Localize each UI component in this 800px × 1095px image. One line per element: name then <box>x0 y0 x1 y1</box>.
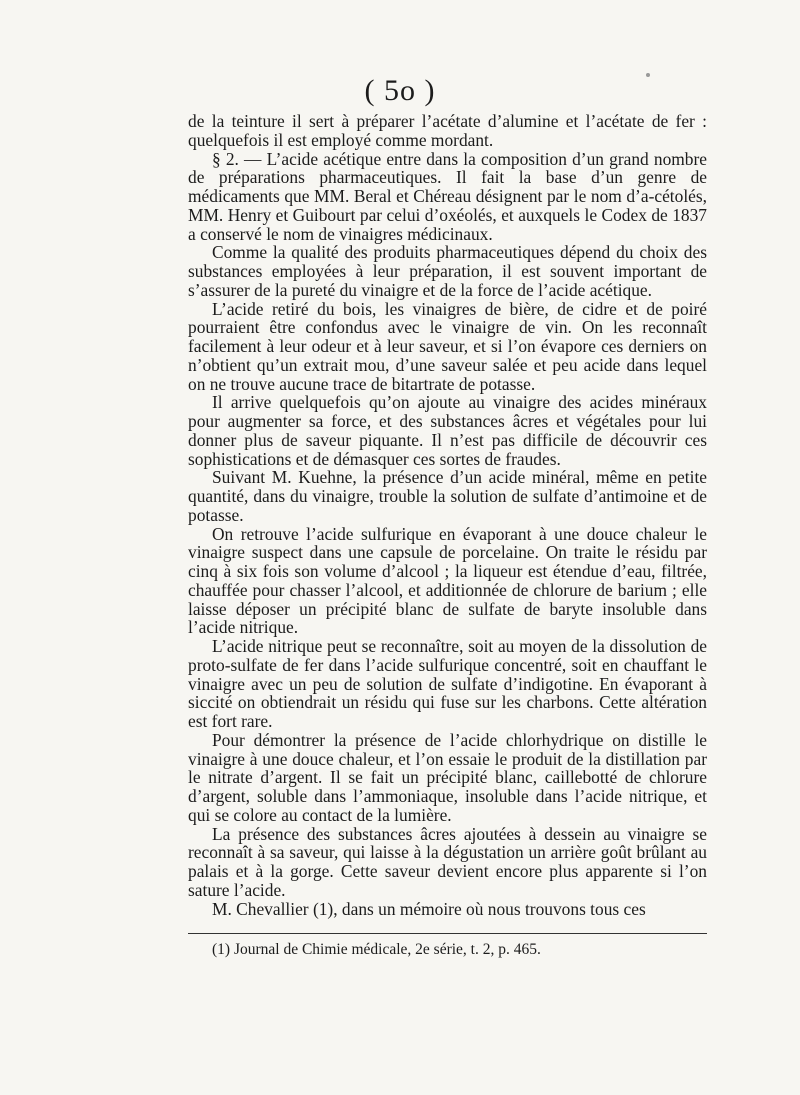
paragraph-9: Pour démontrer la présence de l’acide chlorhydrique on distille le vinaigre à une douce chaleur, et l’on essaie le produit de la distillation par le nitrate d’argent. Il se fait un précipité blanc, caillebotté de chlorure d’argent, soluble dans l’ammoniaque, insoluble dans l’acide nitrique, et qui se colore au contact de la lumière. <box>188 729 707 825</box>
footnote-divider <box>188 933 707 934</box>
body-text <box>188 112 707 918</box>
paragraph-4: L’acide retiré du bois, les vinaigres de bière, de cidre et de poiré pourraient être confondus avec le vinaigre de vin. On les reconnaît facilement à leur odeur et à leur saveur, et si l’on évapore ces derniers on n’obtient qu’un extrait mou, d’une saveur salée et peu acide dans lequel on ne trouve aucune trace de bitartrate de potasse. <box>188 298 707 394</box>
paragraph-3: Comme la qualité des produits pharmaceutiques dépend du choix des substances employées à leur préparation, il est souvent important de s’assurer de la pureté du vinaigre et de la force de l’acide acétique. <box>188 242 707 300</box>
paragraph-8: L’acide nitrique peut se reconnaître, soit au moyen de la dissolution de proto-sulfate de fer dans l’acide sulfurique concentré, soit en chauffant le vinaigre avec un peu de solution de sulfate d’indigotine. En évaporant à siccité on obtiendrait un résidu qui fuse sur les charbons. Cette altération est fort rare. <box>188 636 707 731</box>
paragraph-6: Suivant M. Kuehne, la présence d’un acide minéral, même en petite quantité, dans du vinaigre, trouble la solution de sulfate d’antimoine et de potasse. <box>188 467 707 525</box>
paragraph-10: La présence des substances âcres ajoutées à dessein au vinaigre se reconnaît à sa saveur, qui laisse à la dégustation un arrière goût brûlant au palais et à la gorge. Cette saveur devient encore plus apparente si l’on sature l’acide. <box>188 823 707 900</box>
paragraph-11: M. Chevallier (1), dans un mémoire où nous trouvons tous ces <box>212 898 646 919</box>
paragraph-5: Il arrive quelquefois qu’on ajoute au vinaigre des acides minéraux pour augmenter sa force, et des substances âcres et végétales pour lui donner plus de saveur piquante. Il n’est pas difficile de découvrir ces sophistications et de démasquer ces sortes de fraudes. <box>188 392 707 469</box>
paragraph-1: de la teinture il sert à préparer l’acétate d’alumine et l’acétate de fer : quelquefois il est employé comme mordant. <box>188 111 707 150</box>
paragraph-7: On retrouve l’acide sulfurique en évaporant à une douce chaleur le vinaigre suspect dans une capsule de porcelaine. On traite le résidu par cinq à six fois son volume d’alcool ; la liqueur est étendue d’eau, filtrée, chauffée pour chasser l’alcool, et additionnée de chlorure de barium ; elle laisse déposer un précipité blanc de sulfate de baryte insoluble dans l’acide nitrique. <box>188 523 707 638</box>
page-number: ( 5o ) <box>364 74 436 107</box>
footnote: (1) Journal de Chimie médicale, 2e série, t. 2, p. 465. <box>212 941 541 958</box>
paragraph-2: § 2. — L’acide acétique entre dans la composition d’un grand nombre de préparations pharmaceutiques. Il fait la base d’un genre de médicaments que MM. Beral et Chéreau désignent par le nom d’a-cétolés, MM. Henry et Guibourt par celui d’oxéolés, et auxquels le Codex de 1837 a conservé le nom de vinaigres médicinaux. <box>188 148 707 244</box>
